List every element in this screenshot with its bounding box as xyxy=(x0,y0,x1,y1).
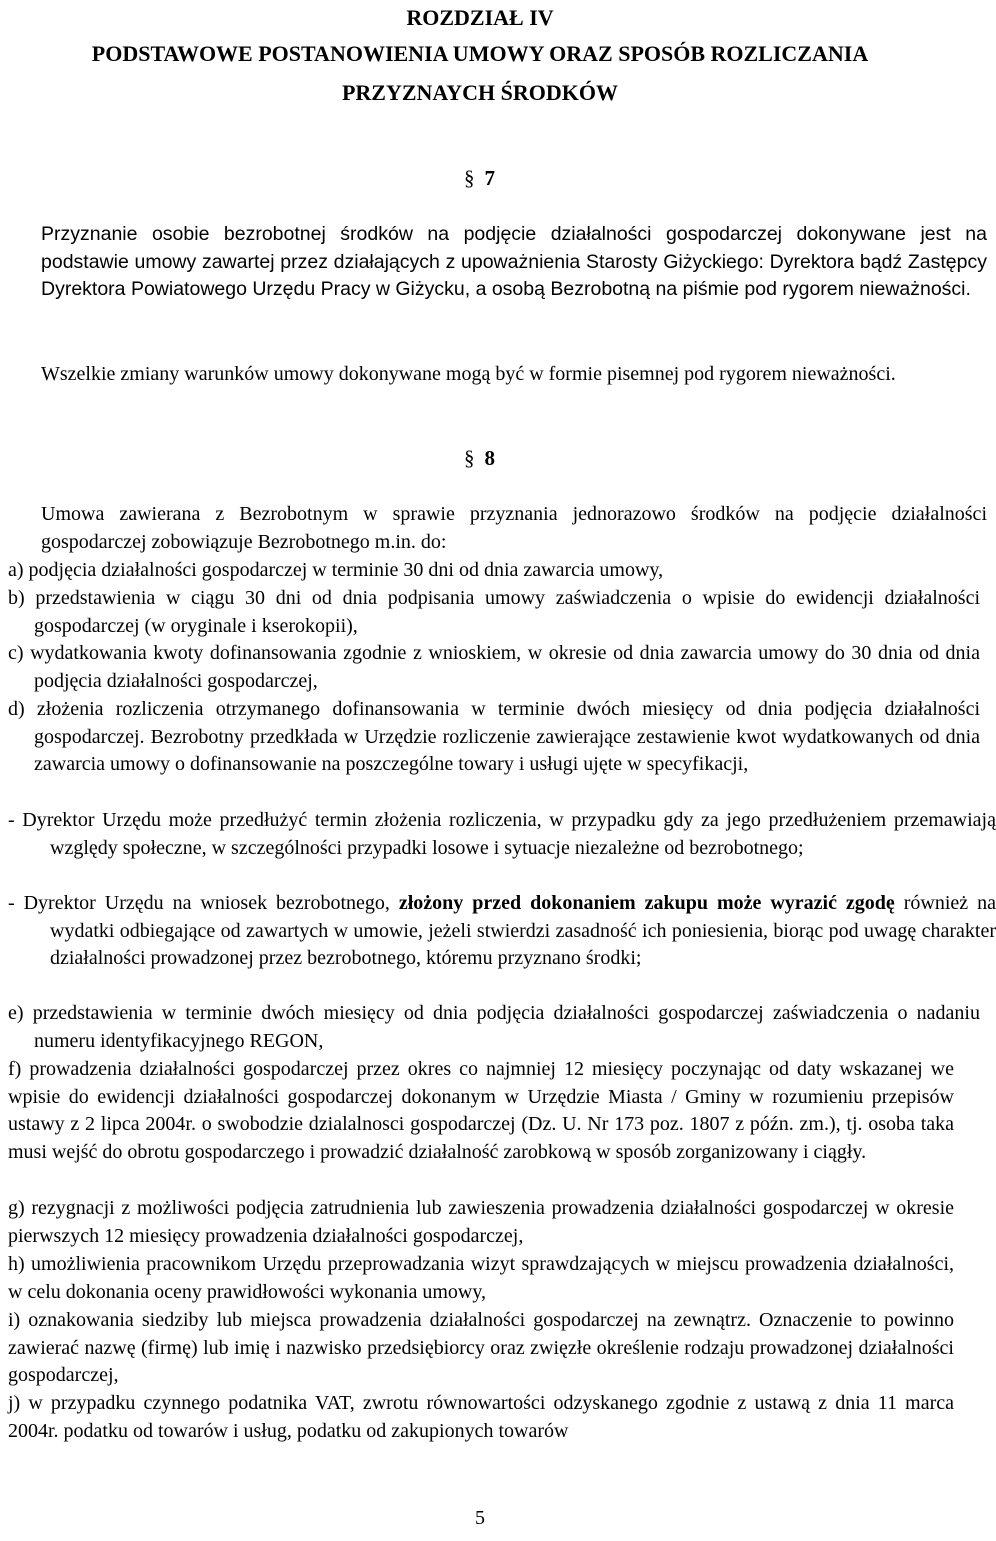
section-number: 8 xyxy=(484,446,495,470)
item-i: i) oznakowania siedziby lub miejsca prowadzenia działalności gospodarczej na zewnątrz. Oznaczenie to powinno zawierać nazwę (firmę) lub imię i nazwisko przedsiębiorcy oraz zwięzłe określenie rodzaju prowadzonej działalności gospodarczej, xyxy=(8,1309,954,1387)
dash2-text-end: również na wydatki odbiegające od zawartych w umowie, jeżeli stwierdzi zasadność ich poniesienia, biorąc pod uwagę charakter działalności prowadzonej przez bezrobotnego, któremu przyznano środki; xyxy=(50,892,996,970)
dash2-bold-text: złożony przed dokonaniem zakupu może wyrazić zgodę xyxy=(398,892,895,914)
section-sign: § xyxy=(464,446,475,470)
paragraph-number xyxy=(8,221,41,249)
section-7-paragraph-1 xyxy=(8,221,987,304)
section-8-paragraph-1 xyxy=(8,501,987,556)
item-j: j) w przypadku czynnego podatnika VAT, zwrotu równowartości odzyskanego zgodnie z ustawą z dnia 11 marca 2004r. podatku od towarów i usług, podatku od zakupionych towarów xyxy=(8,1392,954,1442)
item-dash-2 xyxy=(8,890,996,973)
paragraph-number xyxy=(8,361,41,389)
item-c: c) wydatkowania kwoty dofinansowania zgodnie z wnioskiem, w okresie od dnia zawarcia umowy do 30 dnia od dnia podjęcia działalności gospodarczej, xyxy=(8,642,980,692)
chapter-title: ROZDZIAŁ IV xyxy=(406,5,554,30)
page-number: 5 xyxy=(475,1507,485,1529)
chapter-heading-line1: PODSTAWOWE POSTANOWIENIA UMOWY ORAZ SPOSÓB ROZLICZANIA xyxy=(91,41,869,66)
item-a: a) podjęcia działalności gospodarczej w terminie 30 dni od dnia zawarcia umowy, xyxy=(8,559,664,581)
item-e: e) przedstawienia w terminie dwóch miesięcy od dnia podjęcia działalności gospodarczej zaświadczenia o nadaniu numeru identyfikacyjnego REGON, xyxy=(8,1002,980,1052)
item-h: h) umożliwienia pracownikom Urzędu przeprowadzania wizyt sprawdzających w miejscu prowadzenia działalności, w celu dokonania oceny prawidłowości wykonania umowy, xyxy=(8,1253,954,1303)
item-f: f) prowadzenia działalności gospodarczej przez okres co najmniej 12 miesięcy poczynając od daty wskazanej we wpisie do ewidencji działalności gospodarczej dokonanym w Urzędzie Miasta / Gminy w rozumieniu przepisów ustawy z 2 lipca 2004r. o swobodzie dzialalnosci gospodarczej (Dz. U. Nr 173 poz. 1807 z późn. zm.), tj. osoba taka musi wejść do obrotu gospodarczego i prowadzić działalność zarobkową w sposób zorganizowany i ciągły. xyxy=(8,1058,954,1163)
section-number: 7 xyxy=(484,166,495,190)
item-d: d) złożenia rozliczenia otrzymanego dofinansowania w terminie dwóch miesięcy od dnia podjęcia działalności gospodarczej. Bezrobotny przedkłada w Urzędzie rozliczenie zawierające zestawienie kwot wydatkowanych od dnia zawarcia umowy o dofinansowanie na poszczególne towary i usługi ujęte w specyfikacji, xyxy=(8,698,980,776)
section-7-heading xyxy=(464,166,495,191)
paragraph-text: Umowa zawierana z Bezrobotnym w sprawie przyznania jednorazowo środków na podjęcie działalności gospodarczej zobowiązuje Bezrobotnego m.in. do: xyxy=(41,503,987,553)
section-7-paragraph-2 xyxy=(8,361,987,389)
item-g: g) rezygnacji z możliwości podjęcia zatrudnienia lub zawieszenia prowadzenia działalności gospodarczej w okresie pierwszych 12 miesięcy prowadzenia działalności gospodarczej, xyxy=(8,1197,954,1247)
section-8-heading xyxy=(464,446,495,471)
item-b: b) przedstawienia w ciągu 30 dni od dnia podpisania umowy zaświadczenia o wpisie do ewidencji działalności gospodarczej (w oryginale i kserokopii), xyxy=(8,587,980,637)
paragraph-text: Wszelkie zmiany warunków umowy dokonywane mogą być w formie pisemnej pod rygorem nieważności. xyxy=(41,363,896,385)
paragraph-text: Przyznanie osobie bezrobotnej środków na podjęcie działalności gospodarczej dokonywane jest na podstawie umowy zawartej przez działających z upoważnienia Starosty Giżyckiego: Dyrektora bądź Zastępcy Dyrektora Powiatowego Urzędu Pracy w Giżycku, a osobą Bezrobotną na piśmie pod rygorem nieważności. xyxy=(41,223,987,301)
dash2-text-start: - Dyrektor Urzędu na wniosek bezrobotnego, xyxy=(8,892,399,914)
chapter-heading-line2: PRZYZNAYCH ŚRODKÓW xyxy=(341,80,619,105)
item-dash-1: - Dyrektor Urzędu może przedłużyć termin złożenia rozliczenia, w przypadku gdy za jego przedłużeniem przemawiają względy społeczne, w szczególności przypadki losowe i sytuacje niezależne od bezrobotnego; xyxy=(8,809,996,859)
paragraph-number xyxy=(8,501,41,529)
section-sign: § xyxy=(464,166,475,190)
